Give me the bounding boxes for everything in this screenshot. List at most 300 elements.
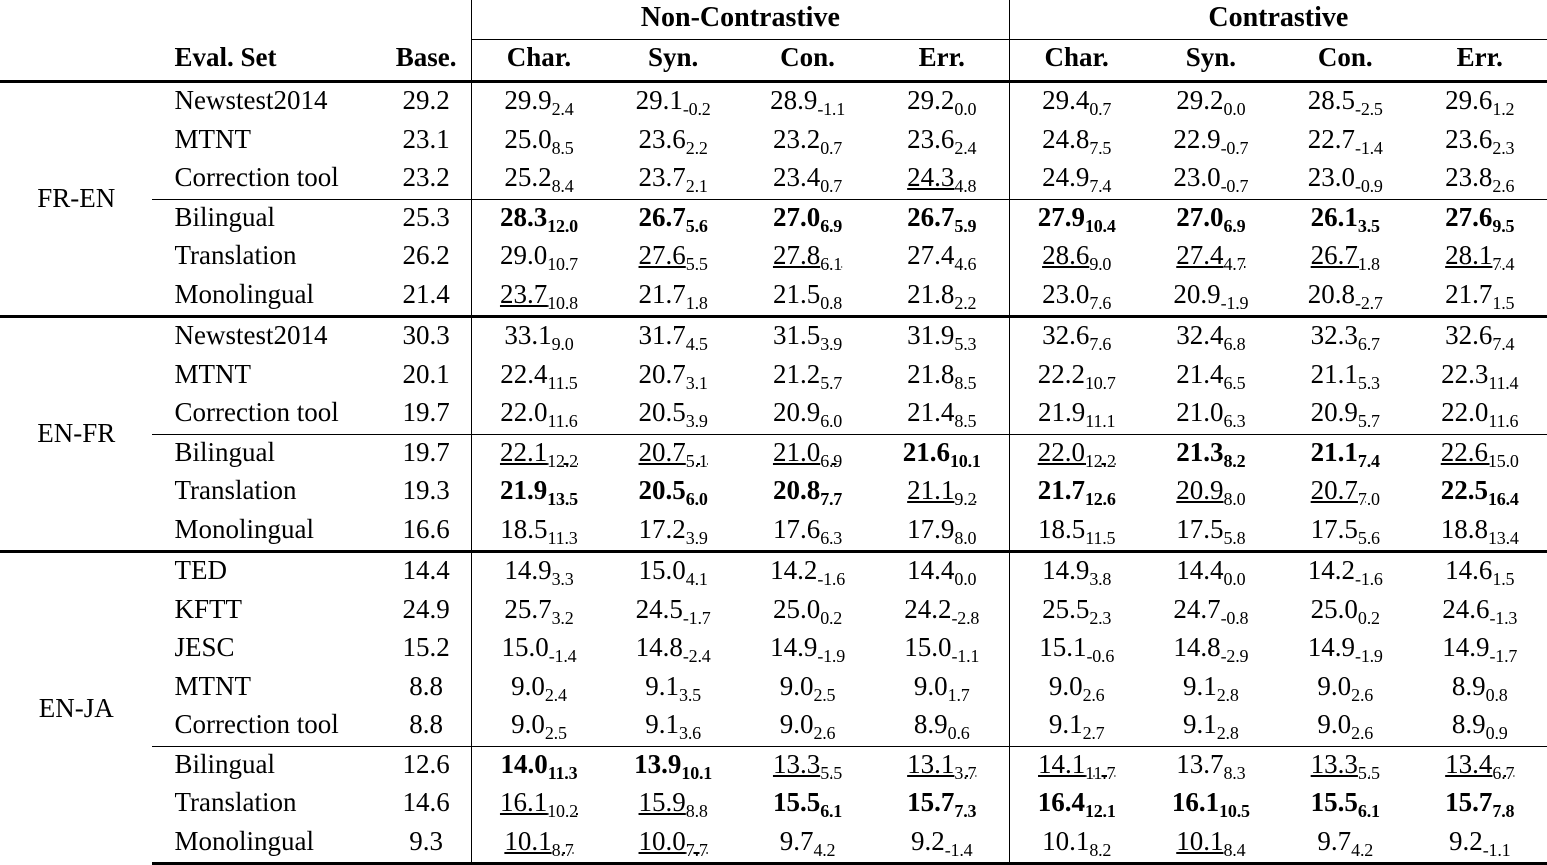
base-value: 8.8 <box>409 709 443 739</box>
score-value: $20.9_{5.7}$ <box>1310 397 1380 431</box>
score-cell-nc-char <box>471 199 605 238</box>
score-cell-c-con <box>1278 277 1412 317</box>
score-cell-nc-char <box>471 317 605 357</box>
score-cell-c-syn <box>1144 434 1278 473</box>
score-value: $21.7_{1.8}$ <box>638 278 708 313</box>
eval-set-label: JESC <box>174 632 235 662</box>
score-value: $20.5_{3.9}$ <box>638 397 708 431</box>
base-value: 19.3 <box>402 475 450 505</box>
score-cell-nc-syn <box>606 785 740 824</box>
score-value: $27.0_{6.9}$ <box>1176 201 1246 236</box>
score-value: $21.7_{1.5}$ <box>1445 278 1515 313</box>
score-cell-c-err <box>1412 82 1547 122</box>
score-cell-c-con <box>1278 785 1412 824</box>
score-value: $17.5_{5.6}$ <box>1310 513 1380 548</box>
score-cell-nc-err <box>875 122 1009 161</box>
score-value: $15.7_{7.3}$ <box>907 787 977 821</box>
score-cell-nc-char <box>471 512 605 552</box>
score-cell-c-char <box>1009 630 1143 669</box>
score-value: $9.1_{2.7}$ <box>1048 709 1105 743</box>
score-cell-nc-syn <box>606 473 740 512</box>
table-row <box>0 160 1547 199</box>
table-row <box>0 395 1547 434</box>
score-value: $10.1_{8.7}$ <box>504 825 574 860</box>
header-eval-set: Eval. Set <box>152 39 381 82</box>
score-cell-nc-err <box>875 238 1009 277</box>
score-cell-nc-syn <box>606 277 740 317</box>
score-value: $20.9_{6.0}$ <box>772 397 843 431</box>
eval-set-label: Correction tool <box>174 709 339 739</box>
score-cell-nc-char <box>471 746 605 785</box>
base-value: 14.4 <box>381 552 471 592</box>
eval-set-label: MTNT <box>174 123 251 154</box>
score-value: $20.7_{7.0}$ <box>1310 475 1380 509</box>
table-row <box>0 707 1547 746</box>
score-cell-c-con <box>1278 707 1412 746</box>
eval-set-label: Monolingual <box>174 513 314 544</box>
score-cell-nc-con <box>740 357 874 396</box>
score-value: $21.1_{7.4}$ <box>1310 436 1380 471</box>
score-value: $16.4_{12.1}$ <box>1037 787 1116 821</box>
score-cell-nc-syn <box>606 317 740 357</box>
score-value: $29.2_{0.0}$ <box>1176 85 1246 119</box>
group-header-row <box>0 0 1547 39</box>
base-value: 30.3 <box>381 317 471 357</box>
score-cell-c-err <box>1412 160 1547 199</box>
score-cell-nc-char <box>471 592 605 631</box>
score-cell-nc-char <box>471 707 605 746</box>
eval-set-label: Bilingual <box>152 434 381 473</box>
score-cell-nc-syn <box>606 746 740 785</box>
score-value: $25.0_{0.2}$ <box>772 593 843 628</box>
score-value: $18.5_{11.5}$ <box>1038 513 1116 548</box>
base-value: 26.2 <box>402 240 450 270</box>
score-cell-c-err <box>1412 317 1547 357</box>
header-nc-syn: Syn. <box>606 39 740 82</box>
score-cell-nc-syn <box>606 630 740 669</box>
score-cell-c-char <box>1009 395 1143 434</box>
score-cell-c-con <box>1278 357 1412 396</box>
score-cell-c-err <box>1412 746 1547 785</box>
eval-set-label: Correction tool <box>174 397 339 427</box>
header-base: Base. <box>381 39 471 82</box>
score-cell-nc-con <box>740 199 874 238</box>
score-cell-c-char <box>1009 473 1143 512</box>
score-value: $13.4_{6.7}$ <box>1445 748 1515 783</box>
group-label-fr-en: FR-EN <box>0 82 152 317</box>
score-cell-nc-syn <box>606 160 740 199</box>
eval-set-label: MTNT <box>174 670 251 701</box>
score-cell-c-char <box>1009 277 1143 317</box>
score-cell-c-con <box>1278 199 1412 238</box>
score-value: $21.2_{5.7}$ <box>772 358 843 393</box>
score-value: $9.7_{4.2}$ <box>779 825 836 860</box>
score-cell-nc-err <box>875 82 1009 122</box>
score-value: $21.7_{12.6}$ <box>1037 475 1116 509</box>
table-row <box>0 317 1547 357</box>
score-cell-c-con <box>1278 630 1412 669</box>
score-cell-c-con <box>1278 160 1412 199</box>
score-cell-nc-char <box>471 277 605 317</box>
score-cell-c-syn <box>1144 630 1278 669</box>
score-cell-c-syn <box>1144 824 1278 864</box>
score-cell-nc-con <box>740 785 874 824</box>
score-value: $23.4_{0.7}$ <box>772 162 843 196</box>
score-value: $16.1_{10.2}$ <box>499 787 578 821</box>
score-value: $18.8_{13.4}$ <box>1440 513 1519 548</box>
score-value: $22.9_{-0.7}$ <box>1173 123 1249 158</box>
score-value: $9.0_{2.5}$ <box>511 709 567 743</box>
score-cell-c-err <box>1412 473 1547 512</box>
corner-blank-1 <box>0 0 152 39</box>
score-cell-c-syn <box>1144 122 1278 161</box>
score-cell-nc-con <box>740 552 874 592</box>
score-value: $33.1_{9.0}$ <box>504 320 574 354</box>
score-value: $21.8_{2.2}$ <box>907 278 977 313</box>
score-cell-nc-con <box>740 82 874 122</box>
score-cell-nc-syn <box>606 434 740 473</box>
score-value: $27.0_{6.9}$ <box>772 201 843 236</box>
score-cell-c-syn <box>1144 82 1278 122</box>
score-cell-c-err <box>1412 199 1547 238</box>
score-cell-c-char <box>1009 199 1143 238</box>
score-cell-nc-syn <box>606 82 740 122</box>
score-cell-nc-syn <box>606 669 740 708</box>
score-value: $13.7_{8.3}$ <box>1176 748 1246 783</box>
score-value: $26.7_{1.8}$ <box>1310 240 1380 274</box>
eval-set-label: Translation <box>174 475 297 505</box>
score-cell-c-con <box>1278 592 1412 631</box>
header-nc-err: Err. <box>875 39 1009 82</box>
score-cell-c-err <box>1412 434 1547 473</box>
score-value: $25.5_{2.3}$ <box>1042 593 1112 628</box>
score-value: $10.1_{8.2}$ <box>1042 825 1112 860</box>
header-nc-char: Char. <box>471 39 605 82</box>
score-value: $9.0_{1.7}$ <box>913 670 970 705</box>
score-value: $8.9_{0.9}$ <box>1451 709 1508 743</box>
base-value: 21.4 <box>402 278 450 309</box>
score-value: $21.3_{8.2}$ <box>1176 436 1246 471</box>
score-value: $14.6_{1.5}$ <box>1445 555 1515 589</box>
score-cell-nc-err <box>875 277 1009 317</box>
score-cell-c-char <box>1009 82 1143 122</box>
corner-blank-3 <box>381 0 471 39</box>
score-cell-c-con <box>1278 238 1412 277</box>
score-value: $22.2_{10.7}$ <box>1037 358 1116 393</box>
score-value: $21.5_{0.8}$ <box>772 278 843 313</box>
score-cell-nc-syn <box>606 122 740 161</box>
base-value: 23.2 <box>402 162 450 192</box>
base-value: 12.6 <box>381 746 471 785</box>
score-value: $21.4_{8.5}$ <box>907 397 977 431</box>
score-cell-c-char <box>1009 122 1143 161</box>
header-nc-con: Con. <box>740 39 874 82</box>
header-c-con: Con. <box>1278 39 1412 82</box>
table-row <box>0 82 1547 122</box>
score-cell-c-err <box>1412 395 1547 434</box>
corner-blank-2 <box>152 0 381 39</box>
score-value: $29.2_{0.0}$ <box>907 85 977 119</box>
score-value: $17.9_{8.0}$ <box>907 513 977 548</box>
table-row <box>0 434 1547 473</box>
score-value: $28.5_{-2.5}$ <box>1307 85 1383 119</box>
score-cell-c-char <box>1009 824 1143 864</box>
score-cell-c-char <box>1009 669 1143 708</box>
score-value: $21.0_{6.3}$ <box>1176 397 1246 431</box>
score-value: $9.0_{2.6}$ <box>1317 670 1374 705</box>
score-value: $22.5_{16.4}$ <box>1440 475 1519 509</box>
score-value: $23.0_{-0.9}$ <box>1307 162 1383 196</box>
score-cell-nc-err <box>875 669 1009 708</box>
score-cell-nc-err <box>875 746 1009 785</box>
score-cell-nc-syn <box>606 592 740 631</box>
score-value: $28.6_{9.0}$ <box>1042 240 1112 274</box>
score-value: $21.1_{9.2}$ <box>907 475 977 509</box>
score-value: $32.6_{7.4}$ <box>1445 320 1515 354</box>
score-cell-c-syn <box>1144 317 1278 357</box>
score-value: $21.9_{11.1}$ <box>1038 397 1116 431</box>
base-value: 8.8 <box>409 670 443 701</box>
score-value: $22.7_{-1.4}$ <box>1307 123 1383 158</box>
score-value: $32.4_{6.8}$ <box>1176 320 1246 354</box>
table-row <box>0 824 1547 864</box>
score-value: $29.0_{10.7}$ <box>499 240 578 274</box>
table-row <box>0 473 1547 512</box>
score-cell-c-char <box>1009 512 1143 552</box>
score-value: $21.9_{13.5}$ <box>499 475 578 509</box>
table-body <box>0 82 1547 864</box>
score-cell-c-err <box>1412 669 1547 708</box>
eval-set-label: KFTT <box>174 593 242 624</box>
score-cell-nc-syn <box>606 824 740 864</box>
score-value: $14.8_{-2.9}$ <box>1173 632 1249 666</box>
score-value: $24.8_{7.5}$ <box>1042 123 1112 158</box>
eval-set-label: Newstest2014 <box>152 317 381 357</box>
score-value: $22.1_{12.2}$ <box>499 436 578 471</box>
eval-set-label: MTNT <box>174 358 251 389</box>
score-cell-nc-syn <box>606 199 740 238</box>
score-value: $20.9_{8.0}$ <box>1176 475 1246 509</box>
score-value: $32.3_{6.7}$ <box>1310 320 1380 354</box>
table-row <box>0 357 1547 396</box>
score-cell-nc-con <box>740 160 874 199</box>
score-cell-c-err <box>1412 707 1547 746</box>
score-value: $13.3_{5.5}$ <box>772 748 843 783</box>
score-cell-c-con <box>1278 82 1412 122</box>
score-value: $23.6_{2.4}$ <box>907 123 977 158</box>
score-cell-c-char <box>1009 434 1143 473</box>
score-cell-nc-syn <box>606 552 740 592</box>
score-value: $29.6_{1.2}$ <box>1445 85 1515 119</box>
score-cell-nc-err <box>875 707 1009 746</box>
score-value: $25.2_{8.4}$ <box>504 162 574 196</box>
score-value: $27.8_{6.1}$ <box>772 240 843 274</box>
score-value: $9.0_{2.4}$ <box>511 670 567 705</box>
score-cell-c-char <box>1009 707 1143 746</box>
score-cell-c-con <box>1278 746 1412 785</box>
score-value: $14.9_{-1.9}$ <box>770 632 846 666</box>
score-cell-c-con <box>1278 512 1412 552</box>
score-cell-nc-char <box>471 473 605 512</box>
score-cell-nc-err <box>875 630 1009 669</box>
score-value: $9.1_{2.8}$ <box>1183 670 1239 705</box>
score-cell-nc-err <box>875 160 1009 199</box>
score-cell-c-con <box>1278 317 1412 357</box>
score-cell-c-syn <box>1144 357 1278 396</box>
score-value: $9.1_{3.5}$ <box>645 670 701 705</box>
base-value: 14.6 <box>402 787 450 817</box>
table-row <box>0 122 1547 161</box>
score-value: $31.5_{3.9}$ <box>772 320 843 354</box>
score-value: $22.6_{15.0}$ <box>1440 436 1519 471</box>
score-cell-c-syn <box>1144 277 1278 317</box>
eval-set-label: Monolingual <box>174 278 314 309</box>
base-value: 20.1 <box>402 358 450 389</box>
score-value: $17.5_{5.8}$ <box>1176 513 1246 548</box>
score-value: $9.2_{-1.1}$ <box>1449 825 1511 860</box>
score-value: $17.2_{3.9}$ <box>638 513 708 548</box>
score-cell-c-syn <box>1144 785 1278 824</box>
score-value: $16.1_{10.5}$ <box>1171 787 1250 821</box>
table-row <box>0 785 1547 824</box>
table-row <box>0 552 1547 592</box>
score-cell-nc-con <box>740 592 874 631</box>
score-cell-c-syn <box>1144 707 1278 746</box>
score-value: $15.9_{8.8}$ <box>638 787 708 821</box>
score-value: $14.0_{11.3}$ <box>500 748 578 783</box>
score-cell-nc-char <box>471 82 605 122</box>
score-cell-c-syn <box>1144 160 1278 199</box>
score-value: $23.0_{7.6}$ <box>1042 278 1112 313</box>
score-value: $25.7_{3.2}$ <box>504 593 574 628</box>
score-value: $21.6_{10.1}$ <box>902 436 981 471</box>
score-cell-c-err <box>1412 238 1547 277</box>
base-value: 16.6 <box>402 513 450 544</box>
score-value: $23.7_{10.8}$ <box>499 278 578 313</box>
score-cell-c-con <box>1278 824 1412 864</box>
group-header-non-contrastive: Non-Contrastive <box>471 0 1009 39</box>
score-cell-c-syn <box>1144 512 1278 552</box>
eval-set-label: TED <box>152 552 381 592</box>
score-cell-c-err <box>1412 630 1547 669</box>
score-value: $23.8_{2.6}$ <box>1445 162 1515 196</box>
score-cell-nc-err <box>875 785 1009 824</box>
group-label-en-ja: EN-JA <box>0 552 152 864</box>
score-value: $9.0_{2.5}$ <box>779 670 836 705</box>
score-cell-nc-char <box>471 160 605 199</box>
score-cell-c-syn <box>1144 669 1278 708</box>
score-cell-nc-err <box>875 824 1009 864</box>
score-value: $26.1_{3.5}$ <box>1310 201 1380 236</box>
score-cell-c-err <box>1412 552 1547 592</box>
score-cell-nc-syn <box>606 707 740 746</box>
score-cell-nc-con <box>740 473 874 512</box>
score-cell-nc-con <box>740 746 874 785</box>
score-value: $27.4_{4.6}$ <box>907 240 977 274</box>
base-value: 19.7 <box>402 397 450 427</box>
table-row <box>0 199 1547 238</box>
score-value: $29.9_{2.4}$ <box>504 85 574 119</box>
score-value: $18.5_{11.3}$ <box>500 513 578 548</box>
score-cell-nc-err <box>875 395 1009 434</box>
score-cell-c-syn <box>1144 746 1278 785</box>
score-value: $27.9_{10.4}$ <box>1037 201 1116 236</box>
score-value: $20.5_{6.0}$ <box>638 475 708 509</box>
score-value: $8.9_{0.8}$ <box>1451 670 1508 705</box>
score-cell-c-char <box>1009 746 1143 785</box>
score-cell-c-syn <box>1144 199 1278 238</box>
score-value: $17.6_{6.3}$ <box>772 513 843 548</box>
score-value: $14.2_{-1.6}$ <box>770 555 846 589</box>
score-value: $13.9_{10.1}$ <box>634 748 713 783</box>
score-cell-nc-con <box>740 512 874 552</box>
score-cell-c-err <box>1412 512 1547 552</box>
score-value: $9.1_{2.8}$ <box>1183 709 1239 743</box>
base-value: 25.3 <box>381 199 471 238</box>
score-value: $23.0_{-0.7}$ <box>1173 162 1249 196</box>
score-cell-nc-err <box>875 357 1009 396</box>
base-value: 19.7 <box>381 434 471 473</box>
score-value: $15.1_{-0.6}$ <box>1039 632 1115 666</box>
score-value: $20.8_{-2.7}$ <box>1307 278 1383 313</box>
score-value: $14.4_{0.0}$ <box>1176 555 1246 589</box>
score-value: $28.3_{12.0}$ <box>499 201 578 236</box>
score-value: $10.0_{7.7}$ <box>638 825 708 860</box>
score-value: $20.7_{3.1}$ <box>638 358 708 393</box>
score-cell-c-char <box>1009 785 1143 824</box>
score-value: $28.1_{7.4}$ <box>1445 240 1515 274</box>
score-cell-nc-con <box>740 434 874 473</box>
score-cell-nc-char <box>471 785 605 824</box>
score-cell-nc-con <box>740 122 874 161</box>
score-value: $21.4_{6.5}$ <box>1176 358 1246 393</box>
score-cell-c-err <box>1412 277 1547 317</box>
score-cell-c-char <box>1009 238 1143 277</box>
score-value: $15.0_{4.1}$ <box>638 555 708 589</box>
score-value: $9.1_{3.6}$ <box>645 709 701 743</box>
score-cell-nc-char <box>471 552 605 592</box>
score-cell-nc-con <box>740 317 874 357</box>
score-cell-c-syn <box>1144 238 1278 277</box>
score-value: $9.2_{-1.4}$ <box>911 825 973 860</box>
score-cell-nc-syn <box>606 238 740 277</box>
table-row <box>0 630 1547 669</box>
score-value: $21.8_{8.5}$ <box>907 358 977 393</box>
score-value: $24.9_{7.4}$ <box>1042 162 1112 196</box>
score-value: $23.2_{0.7}$ <box>772 123 843 158</box>
header-blank-group <box>0 39 152 82</box>
score-cell-nc-con <box>740 395 874 434</box>
score-cell-nc-err <box>875 473 1009 512</box>
score-cell-c-syn <box>1144 473 1278 512</box>
base-value: 23.1 <box>402 123 450 154</box>
base-value: 15.2 <box>402 632 450 662</box>
score-value: $15.0_{-1.4}$ <box>501 632 577 666</box>
score-cell-c-con <box>1278 395 1412 434</box>
score-value: $24.6_{-1.3}$ <box>1442 593 1518 628</box>
base-value: 24.9 <box>402 593 450 624</box>
group-header-contrastive: Contrastive <box>1009 0 1547 39</box>
score-value: $14.9_{-1.9}$ <box>1307 632 1383 666</box>
score-cell-c-con <box>1278 473 1412 512</box>
score-value: $29.4_{0.7}$ <box>1042 85 1112 119</box>
score-value: $20.7_{5.1}$ <box>638 436 708 471</box>
score-value: $27.6_{9.5}$ <box>1445 201 1515 236</box>
score-cell-nc-err <box>875 512 1009 552</box>
score-value: $31.9_{5.3}$ <box>907 320 977 354</box>
table-row <box>0 512 1547 552</box>
eval-set-label: Correction tool <box>174 162 339 192</box>
